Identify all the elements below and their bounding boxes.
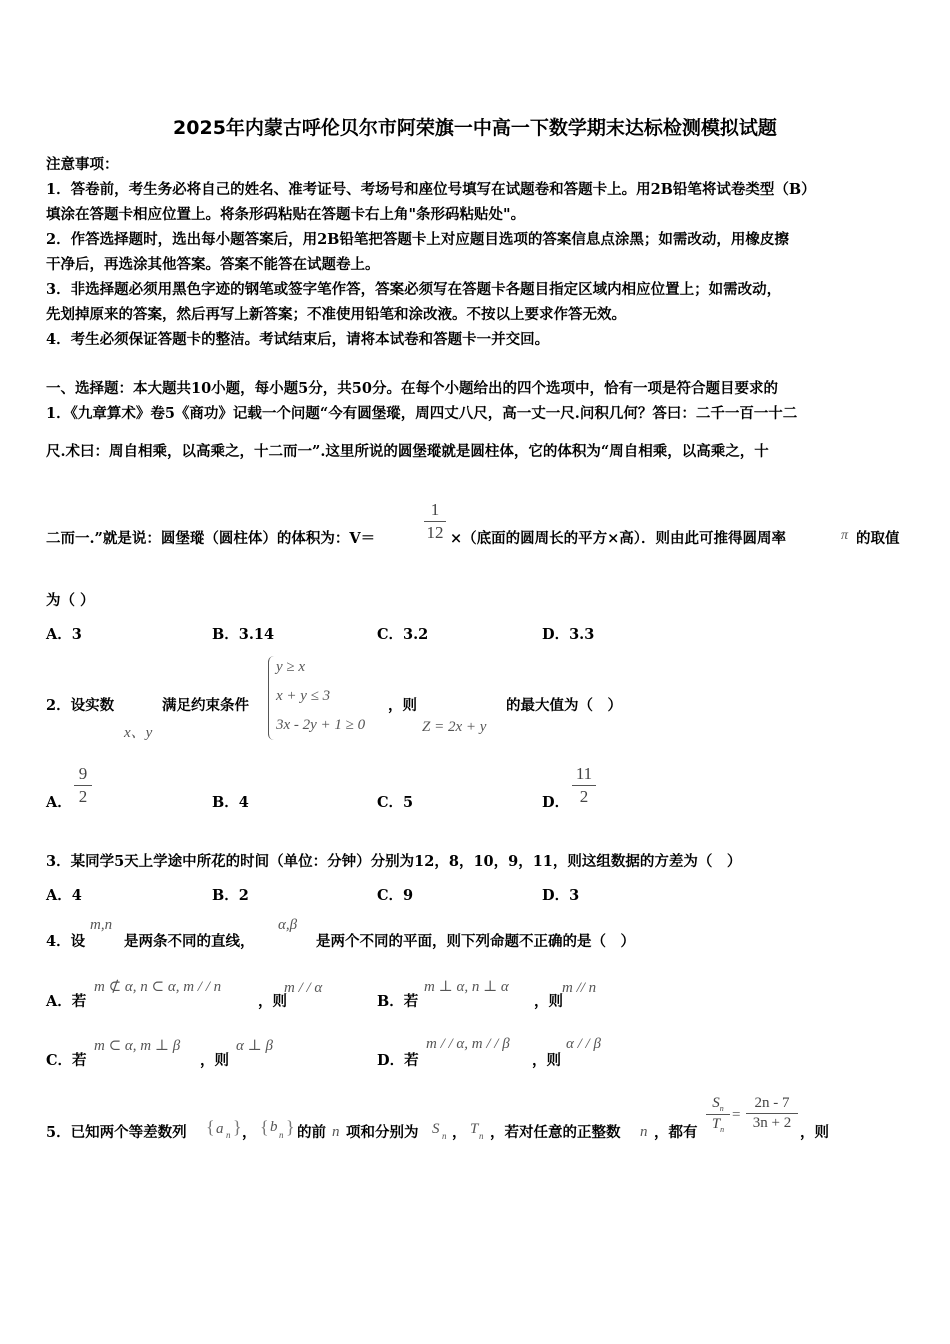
seq-b-sub: n: [279, 1130, 284, 1140]
constraint-3: 3x - 2y + 1 ≥ 0: [276, 717, 366, 733]
sum-s-sub: n: [442, 1131, 447, 1141]
objective-z: Z = 2x + y: [422, 719, 487, 735]
q5-text: 的前: [297, 1124, 326, 1141]
fraction-bar: [424, 521, 446, 522]
q1-option-c: C．3.2: [377, 626, 429, 643]
q4-lines: m,n: [90, 917, 113, 933]
pi-symbol: π: [841, 528, 849, 543]
fraction-bar: [746, 1113, 798, 1114]
var-n: n: [640, 1124, 648, 1140]
notice-line: 填涂在答题卡相应位置上。将条形码粘贴在答题卡右上角"条形码粘贴处"。: [46, 206, 526, 223]
notice-line: 3．非选择题必须用黑色字迹的钢笔或签字笔作答，答案必须写在答题卡各题目指定区域内相应位置上；如需改动，: [46, 281, 782, 298]
q4-planes: α,β: [278, 917, 298, 933]
q2-option-b: B．4: [212, 794, 249, 811]
q2-option-a-fraction: [74, 764, 92, 807]
q1-line: 的取值: [856, 530, 900, 547]
seq-a-sub: n: [226, 1130, 231, 1140]
q4-option-d: D．若: [377, 1052, 419, 1069]
q4-text: ，则: [534, 993, 563, 1010]
q1-line: 为（ ）: [46, 592, 95, 609]
q4-c-result: α ⊥ β: [236, 1038, 273, 1054]
var-n: n: [332, 1124, 340, 1140]
seq-a: a: [216, 1121, 224, 1137]
q2-text: ，则: [388, 697, 417, 714]
q3-option-d: D．3: [542, 887, 580, 904]
frac-num: 9: [78, 764, 88, 783]
q4-text: ，则: [258, 993, 287, 1010]
equals-sign: =: [732, 1107, 741, 1123]
q4-a-result: m / / α: [284, 980, 323, 996]
q4-text: ，则: [200, 1052, 229, 1069]
brace-open: {: [206, 1117, 215, 1137]
frac-num: S: [712, 1095, 720, 1111]
notice-line: 2．作答选择题时，选出每小题答案后，用2B铅笔把答题卡上对应题目选项的答案信息点涂黑；如需改动，用橡皮擦: [46, 231, 789, 248]
frac-den: 3n + 2: [752, 1115, 792, 1131]
q4-d-condition: m / / α, m / / β: [426, 1036, 510, 1052]
q4-text: 是两条不同的直线，: [124, 933, 255, 950]
notice-line: 干净后，再选涂其他答案。答案不能答在试题卷上。: [46, 256, 380, 273]
fraction-bar: [706, 1114, 730, 1115]
q4-text: 4．设: [46, 933, 86, 950]
sum-s: S: [432, 1121, 440, 1137]
fraction-bar: [74, 785, 92, 786]
q1-frac-num: 1: [430, 500, 440, 519]
fraction-bar: [572, 785, 596, 786]
q2-text: 的最大值为（ ）: [506, 697, 622, 714]
sum-t-sub: n: [479, 1131, 484, 1141]
page-title: 2025年内蒙古呼伦贝尔市阿荣旗一中高一下数学期末达标检测模拟试题: [173, 117, 777, 139]
q1-frac-den: 12: [426, 523, 444, 542]
q4-a-condition: m ⊄ α, n ⊂ α, m / / n: [94, 979, 222, 995]
q2-text: 2．设实数: [46, 697, 115, 714]
brace-open: {: [260, 1117, 269, 1137]
q5-text: ，若对任意的正整数: [490, 1124, 621, 1141]
q2-vars: x、y: [124, 725, 153, 741]
q4-text: ，则: [532, 1052, 561, 1069]
q1-option-d: D．3.3: [542, 626, 595, 643]
q5-rhs-fraction: [746, 1095, 798, 1132]
q1-line: ×（底面的圆周长的平方×高）．则由此可推得圆周率: [450, 530, 787, 547]
q2-text: 满足约束条件: [162, 697, 249, 714]
q2-option-d: D．: [542, 794, 570, 811]
system-brace: [268, 656, 275, 740]
q2-option-d-fraction: [572, 764, 596, 807]
q4-text: 是两个不同的平面，则下列命题不正确的是（ ）: [316, 933, 635, 950]
frac-num: 2n - 7: [754, 1095, 790, 1111]
q4-b-condition: m ⊥ α, n ⊥ α: [424, 979, 509, 995]
q5-text: ，则: [800, 1124, 829, 1141]
q4-option-a: A．若: [46, 993, 87, 1010]
constraint-1: y ≥ x: [276, 659, 306, 675]
q2-option-a: A．: [46, 794, 72, 811]
q3-option-c: C．9: [377, 887, 414, 904]
frac-den: 2: [579, 787, 589, 806]
q4-c-condition: m ⊂ α, m ⊥ β: [94, 1038, 181, 1054]
q4-option-b: B．若: [377, 993, 419, 1010]
q5-text: ，: [242, 1124, 257, 1141]
q5-lhs-fraction: [706, 1095, 730, 1134]
section-heading: 一、选择题：本大题共10小题，每小题5分，共50分。在每个小题给出的四个选项中，恰有一项是符合题目要求的: [46, 380, 778, 397]
q4-d-result: α / / β: [566, 1036, 601, 1052]
q1-line: 二而一.”就是说：圆堡瑽（圆柱体）的体积为：V＝: [46, 530, 376, 547]
q5-text: ，都有: [654, 1124, 698, 1141]
notice-heading: 注意事项：: [46, 156, 119, 173]
q1-line: 尺.术曰：周自相乘，以高乘之，十二而一”.这里所说的圆堡瑽就是圆柱体，它的体积为“周自相乘，以高乘之，十: [46, 443, 769, 460]
q5-text: 5．已知两个等差数列: [46, 1124, 187, 1141]
q4-b-result: m // n: [562, 980, 597, 996]
constraint-2: x + y ≤ 3: [276, 688, 331, 704]
q2-option-c: C．5: [377, 794, 414, 811]
q1-line: 1．《九章算术》卷5《商功》记载一个问题“今有圆堡瑽，周四丈八尺，高一丈一尺.问积几何？答曰：二千一百一十二: [46, 405, 798, 422]
q1-option-a: A．3: [46, 626, 82, 643]
frac-den: T: [711, 1116, 721, 1132]
brace-close: }: [286, 1117, 295, 1137]
q5-text: 项和分别为: [346, 1124, 419, 1141]
notice-line: 先划掉原来的答案，然后再写上新答案；不准使用铅笔和涂改液。不按以上要求作答无效。: [46, 306, 626, 323]
frac-den-sub: n: [720, 1125, 725, 1134]
frac-num: 11: [575, 764, 593, 783]
notice-line: 1．答卷前，考生务必将自己的姓名、准考证号、考场号和座位号填写在试题卷和答题卡上。用2B铅笔将试卷类型（B）: [46, 181, 816, 198]
brace-close: }: [233, 1117, 242, 1137]
seq-b: b: [270, 1119, 278, 1135]
sum-t: T: [470, 1121, 479, 1137]
q3-text: 3．某同学5天上学途中所花的时间（单位：分钟）分别为12，8，10，9，11，则这组数据的方差为（ ）: [46, 853, 742, 870]
q1-option-b: B．3.14: [212, 626, 275, 643]
q3-option-b: B．2: [212, 887, 249, 904]
q4-option-c: C．若: [46, 1052, 87, 1069]
q5-text: ，: [452, 1124, 467, 1141]
frac-den: 2: [78, 787, 88, 806]
q1-fraction: [424, 500, 446, 543]
notice-line: 4．考生必须保证答题卡的整洁。考试结束后，请将本试卷和答题卡一并交回。: [46, 331, 550, 348]
q3-option-a: A．4: [46, 887, 82, 904]
frac-num-sub: n: [719, 1104, 724, 1113]
